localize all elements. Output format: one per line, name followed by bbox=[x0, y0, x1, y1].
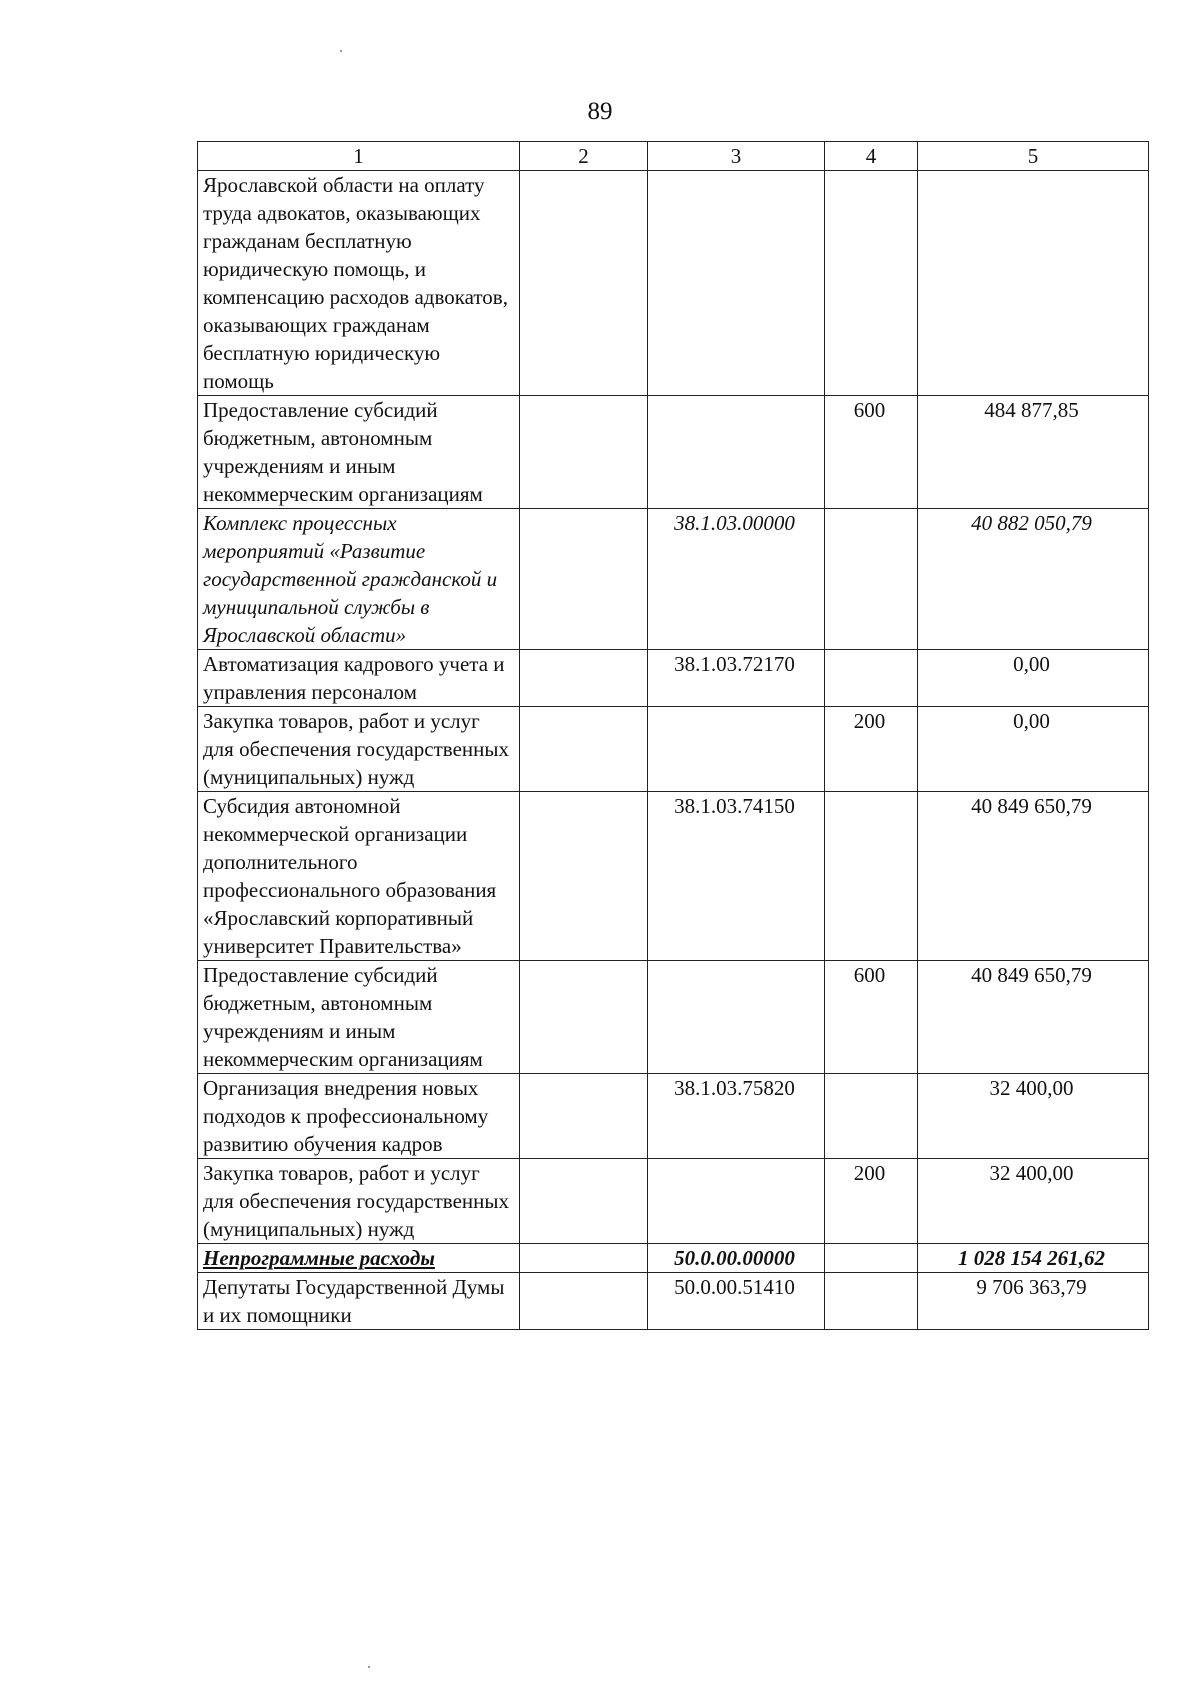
row-col-2 bbox=[520, 171, 648, 396]
row-amount: 9 706 363,79 bbox=[918, 1273, 1149, 1330]
row-target-code: 50.0.00.51410 bbox=[648, 1273, 825, 1330]
row-expense-type: 600 bbox=[825, 961, 918, 1074]
table-row bbox=[198, 1074, 1149, 1159]
row-description: Комплекс процессных мероприятий «Развитие государственной гражданской и муниципальной службы в Ярославской области» bbox=[198, 509, 520, 650]
header-col-1: 1 bbox=[198, 142, 520, 171]
scan-speck bbox=[368, 1666, 370, 1668]
row-amount: 40 849 650,79 bbox=[918, 961, 1149, 1074]
table-body bbox=[198, 171, 1149, 1330]
table-row bbox=[198, 171, 1149, 396]
row-target-code bbox=[648, 961, 825, 1074]
row-description: Субсидия автономной некоммерческой организации дополнительного профессионального образования «Ярославский корпоративный университет Правительства» bbox=[198, 792, 520, 961]
row-col-2 bbox=[520, 792, 648, 961]
header-col-2: 2 bbox=[520, 142, 648, 171]
row-target-code: 38.1.03.00000 bbox=[648, 509, 825, 650]
row-expense-type: 200 bbox=[825, 1159, 918, 1244]
row-col-2 bbox=[520, 961, 648, 1074]
row-description: Предоставление субсидий бюджетным, автономным учреждениям и иным некоммерческим организациям bbox=[198, 396, 520, 509]
table-row bbox=[198, 707, 1149, 792]
row-expense-type: 600 bbox=[825, 396, 918, 509]
row-col-2 bbox=[520, 1159, 648, 1244]
budget-table bbox=[197, 141, 1149, 1330]
row-col-2 bbox=[520, 650, 648, 707]
table-row bbox=[198, 650, 1149, 707]
row-col-2 bbox=[520, 509, 648, 650]
row-expense-type bbox=[825, 1244, 918, 1273]
scan-speck bbox=[340, 50, 342, 52]
row-expense-type: 200 bbox=[825, 707, 918, 792]
row-description: Непрограммные расходы bbox=[198, 1244, 520, 1273]
row-target-code: 38.1.03.72170 bbox=[648, 650, 825, 707]
row-amount: 40 849 650,79 bbox=[918, 792, 1149, 961]
row-expense-type bbox=[825, 1273, 918, 1330]
table-row bbox=[198, 1244, 1149, 1273]
row-target-code bbox=[648, 171, 825, 396]
row-expense-type bbox=[825, 171, 918, 396]
row-target-code: 38.1.03.74150 bbox=[648, 792, 825, 961]
row-description: Ярославской области на оплату труда адвокатов, оказывающих гражданам бесплатную юридическую помощь, и компенсацию расходов адвокатов, оказывающих гражданам бесплатную юридическую помощь bbox=[198, 171, 520, 396]
table-row bbox=[198, 1159, 1149, 1244]
table-row bbox=[198, 1273, 1149, 1330]
table-row bbox=[198, 792, 1149, 961]
table-row bbox=[198, 396, 1149, 509]
table-row bbox=[198, 961, 1149, 1074]
header-col-3: 3 bbox=[648, 142, 825, 171]
row-amount: 0,00 bbox=[918, 650, 1149, 707]
row-expense-type bbox=[825, 650, 918, 707]
row-col-2 bbox=[520, 707, 648, 792]
row-target-code bbox=[648, 707, 825, 792]
row-description: Закупка товаров, работ и услуг для обеспечения государственных (муниципальных) нужд bbox=[198, 707, 520, 792]
row-col-2 bbox=[520, 1244, 648, 1273]
row-col-2 bbox=[520, 396, 648, 509]
row-amount bbox=[918, 171, 1149, 396]
row-col-2 bbox=[520, 1273, 648, 1330]
row-amount: 32 400,00 bbox=[918, 1074, 1149, 1159]
row-expense-type bbox=[825, 792, 918, 961]
header-col-4: 4 bbox=[825, 142, 918, 171]
table-row bbox=[198, 509, 1149, 650]
page-number: 89 bbox=[587, 98, 613, 125]
row-description: Предоставление субсидий бюджетным, автономным учреждениям и иным некоммерческим организациям bbox=[198, 961, 520, 1074]
header-row bbox=[198, 142, 1149, 171]
row-target-code bbox=[648, 396, 825, 509]
row-target-code: 38.1.03.75820 bbox=[648, 1074, 825, 1159]
row-expense-type bbox=[825, 1074, 918, 1159]
row-col-2 bbox=[520, 1074, 648, 1159]
row-description: Депутаты Государственной Думы и их помощники bbox=[198, 1273, 520, 1330]
row-target-code bbox=[648, 1159, 825, 1244]
header-col-5: 5 bbox=[918, 142, 1149, 171]
row-description: Закупка товаров, работ и услуг для обеспечения государственных (муниципальных) нужд bbox=[198, 1159, 520, 1244]
row-amount: 0,00 bbox=[918, 707, 1149, 792]
row-amount: 1 028 154 261,62 bbox=[918, 1244, 1149, 1273]
row-target-code: 50.0.00.00000 bbox=[648, 1244, 825, 1273]
row-amount: 40 882 050,79 bbox=[918, 509, 1149, 650]
row-expense-type bbox=[825, 509, 918, 650]
row-amount: 484 877,85 bbox=[918, 396, 1149, 509]
row-description: Автоматизация кадрового учета и управления персоналом bbox=[198, 650, 520, 707]
row-description: Организация внедрения новых подходов к профессиональному развитию обучения кадров bbox=[198, 1074, 520, 1159]
row-amount: 32 400,00 bbox=[918, 1159, 1149, 1244]
